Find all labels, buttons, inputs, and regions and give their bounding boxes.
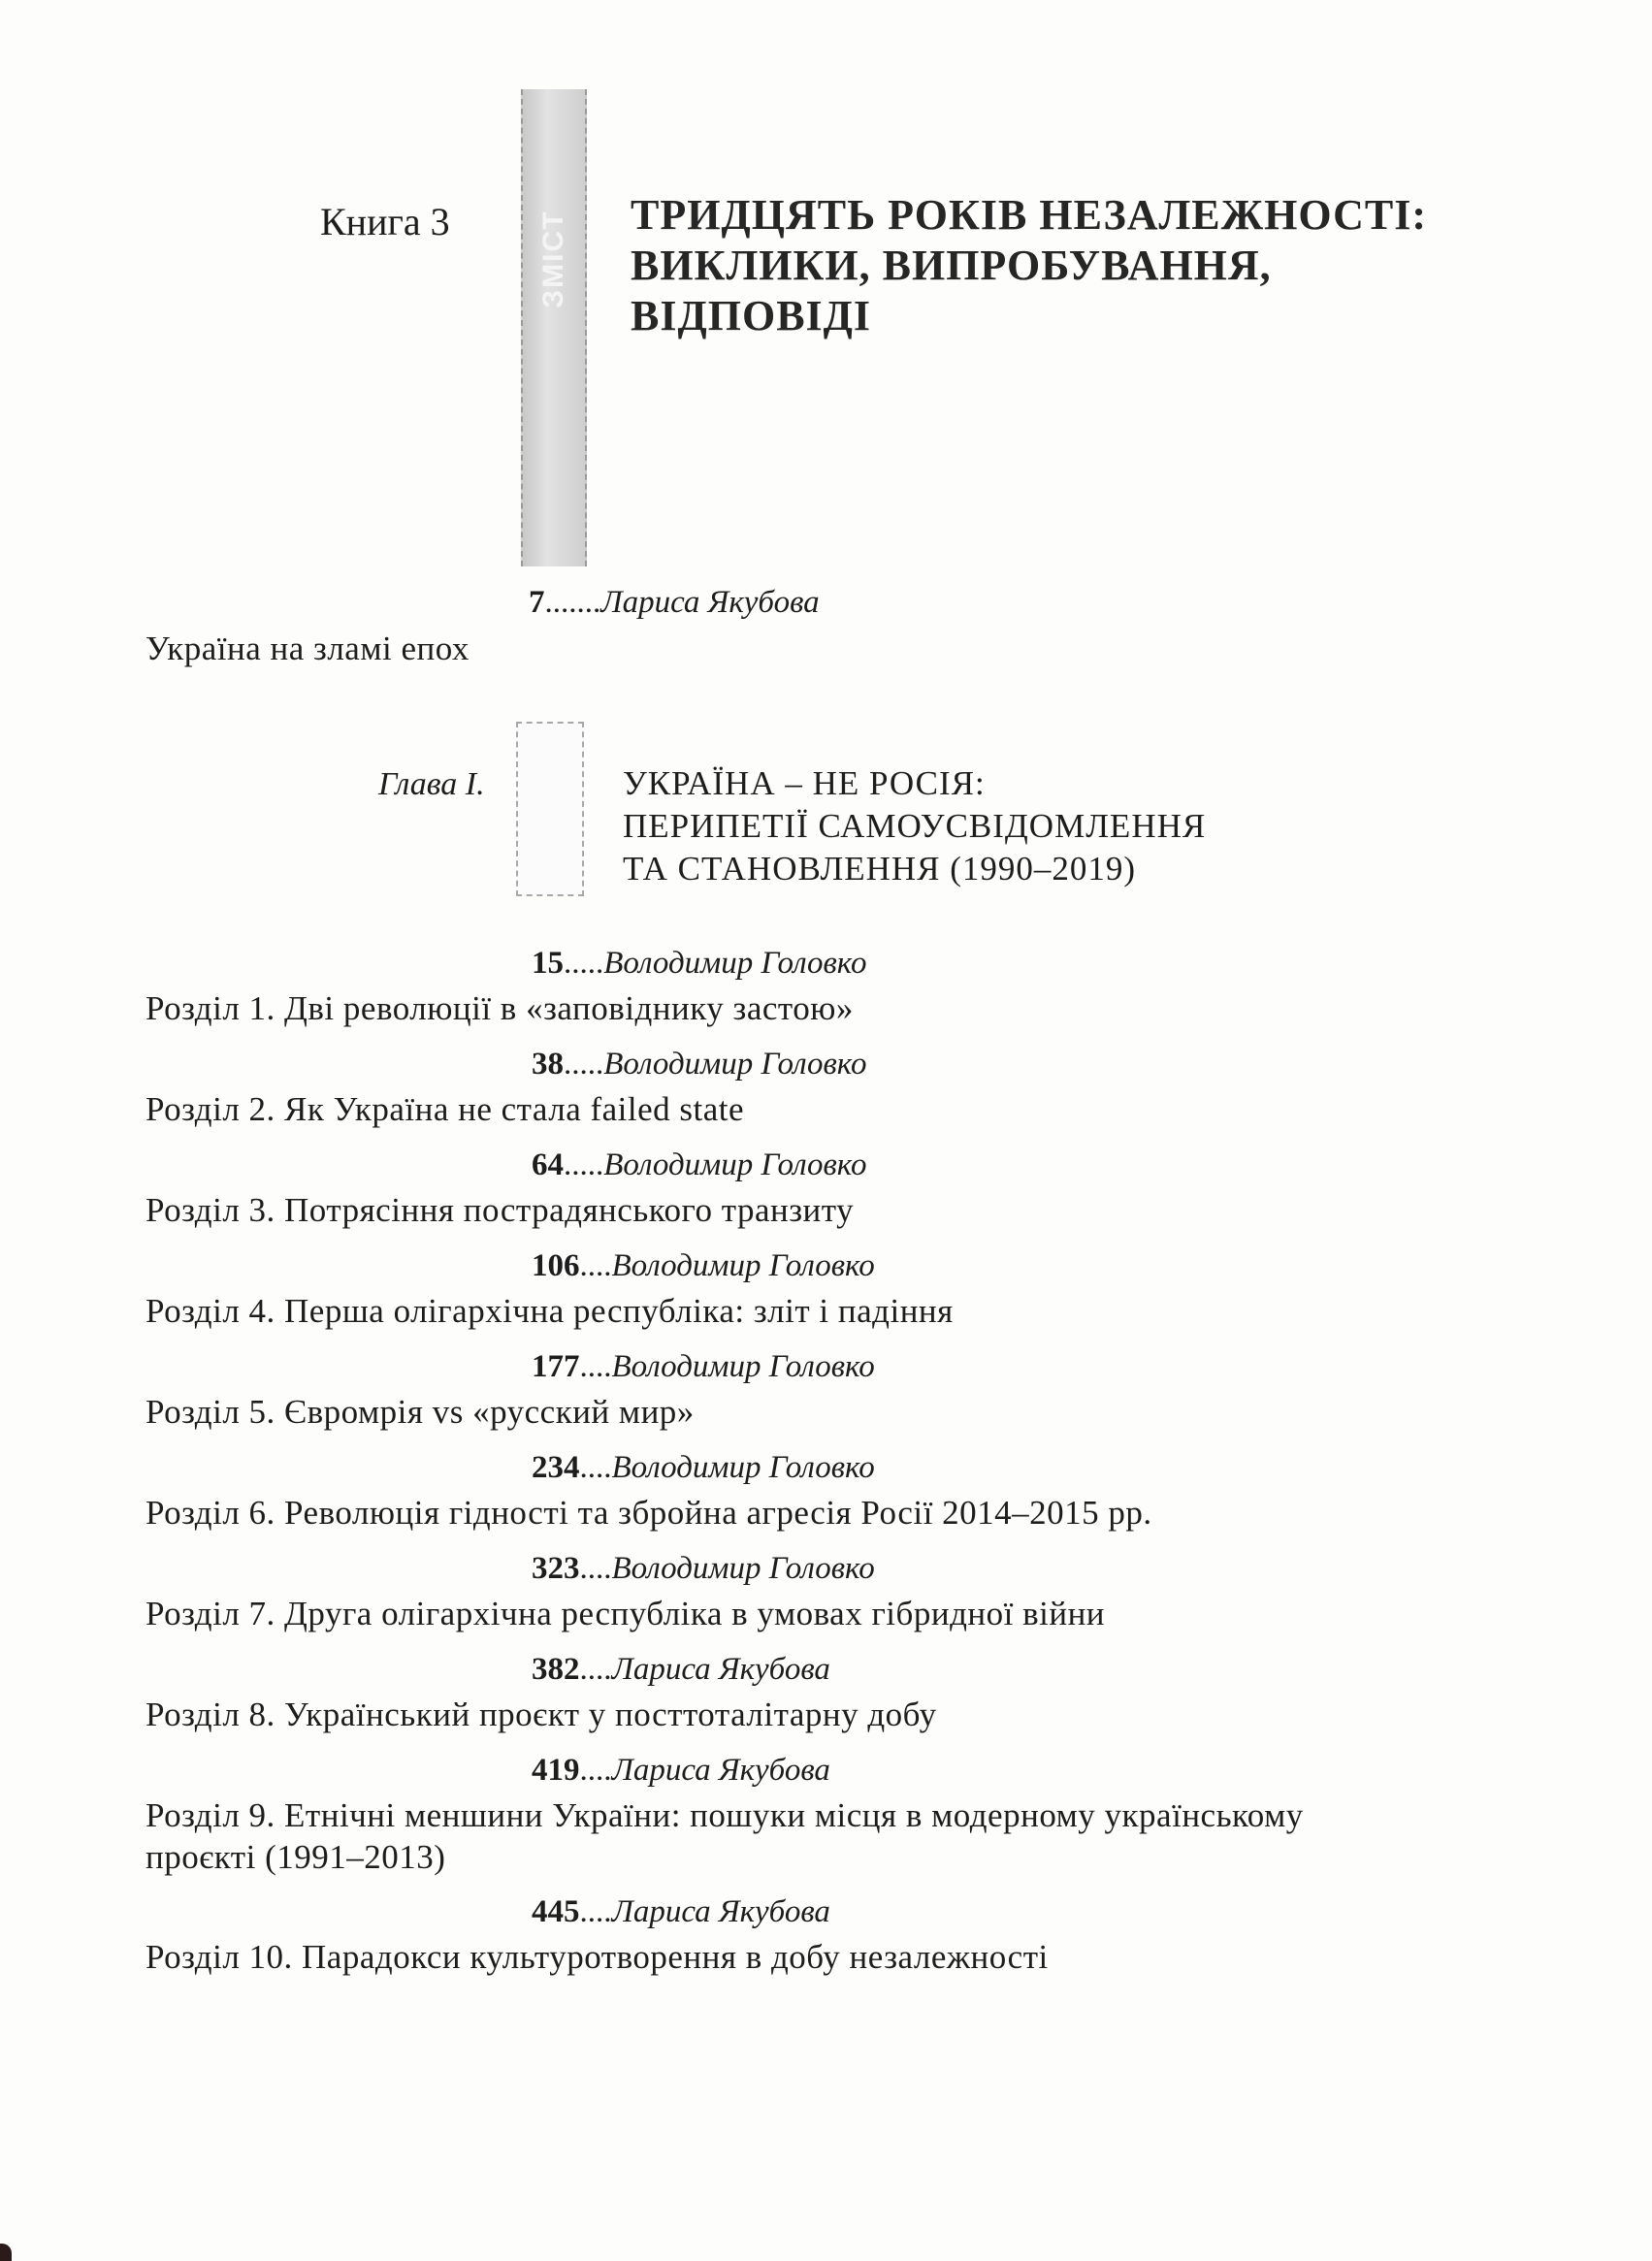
page-number: 382 [532, 1652, 580, 1687]
section-ref [532, 1248, 875, 1284]
leader-dots: ..... [564, 1147, 604, 1182]
author-name: Володимир Головко [611, 1450, 875, 1485]
book-label: Книга 3 [320, 200, 450, 243]
page-number: 15 [532, 946, 564, 981]
section-title: Розділ 9. Етнічні меншини України: пошуки місця в модерному українському [146, 1796, 1304, 1834]
leader-dots: ..... [564, 1047, 604, 1082]
section-title: Розділ 5. Євромрія vs «русский мир» [146, 1393, 695, 1431]
leader-dots: .... [579, 1551, 612, 1586]
leader-dots: ....... [544, 585, 601, 620]
author-name: Володимир Головко [603, 946, 867, 981]
intro-title: Україна на зламі епох [146, 630, 470, 667]
author-name: Володимир Головко [611, 1248, 875, 1283]
author-name: Володимир Головко [611, 1349, 875, 1384]
section-title: Розділ 10. Парадокси культуротворення в добу незалежності [146, 1938, 1049, 1976]
leader-dots: .... [579, 1349, 612, 1384]
page-number: 106 [532, 1248, 580, 1283]
section-title: Розділ 1. Дві революції в «заповіднику застою» [146, 989, 854, 1027]
book-title-line: ВІДПОВІДІ [631, 292, 872, 339]
author-name: Володимир Головко [611, 1551, 875, 1586]
section-ref [532, 1147, 867, 1183]
section-ref [532, 1753, 830, 1789]
author-name: Володимир Головко [603, 1047, 867, 1082]
page-corner-mark [0, 2244, 12, 2261]
author-name: Володимир Головко [603, 1147, 867, 1182]
section-title-continuation: проєкті (1991–2013) [146, 1838, 446, 1876]
leader-dots: .... [579, 1894, 612, 1929]
section-title: Розділ 3. Потрясіння пострадянського транзиту [146, 1191, 855, 1229]
contents-strip-label: ЗМІСТ [537, 210, 569, 308]
page-number: 323 [532, 1551, 580, 1586]
section-ref [532, 1047, 867, 1082]
leader-dots: ..... [564, 946, 604, 981]
section-title: Розділ 4. Перша олігархічна республіка: зліт і падіння [146, 1292, 954, 1330]
section-ref [532, 1551, 875, 1587]
chapter-title-line: УКРАЇНА – НЕ РОСІЯ: [623, 764, 986, 802]
leader-dots: .... [579, 1248, 612, 1283]
contents-strip [521, 89, 587, 566]
author-name: Лариса Якубова [600, 585, 820, 620]
section-ref [532, 1349, 875, 1385]
page-number: 234 [532, 1450, 580, 1485]
chapter-title-line: ТА СТАНОВЛЕННЯ (1990–2019) [623, 850, 1137, 888]
section-ref [532, 1894, 830, 1930]
author-name: Лариса Якубова [611, 1894, 830, 1929]
page-number: 419 [532, 1753, 580, 1788]
section-title: Розділ 6. Революція гідності та збройна агресія Росії 2014–2015 рр. [146, 1494, 1152, 1532]
page-number: 177 [532, 1349, 580, 1384]
book-title-line: ТРИДЦЯТЬ РОКІВ НЕЗАЛЕЖНОСТІ: [631, 191, 1428, 239]
section-title: Розділ 2. Як Україна не стала failed state [146, 1090, 745, 1128]
author-name: Лариса Якубова [611, 1753, 830, 1788]
book-title [631, 190, 1562, 341]
chapter-label: Глава І. [378, 766, 485, 802]
page-number: 7 [529, 585, 545, 620]
chapter-title [623, 762, 1593, 890]
section-title: Розділ 7. Друга олігархічна республіка в умовах гібридної війни [146, 1595, 1106, 1632]
page-number: 64 [532, 1147, 564, 1182]
intro-ref [529, 585, 820, 621]
chapter-strip [516, 722, 584, 896]
author-name: Лариса Якубова [611, 1652, 830, 1687]
section-title: Розділ 8. Український проєкт у посттоталітарну добу [146, 1696, 937, 1733]
section-ref [532, 1450, 875, 1486]
page-number: 445 [532, 1894, 580, 1929]
leader-dots: .... [579, 1450, 612, 1485]
book-title-line: ВИКЛИКИ, ВИПРОБУВАННЯ, [631, 242, 1272, 289]
chapter-title-line: ПЕРИПЕТІЇ САМОУСВІДОМЛЕННЯ [623, 807, 1207, 845]
page-number: 38 [532, 1047, 564, 1082]
leader-dots: .... [579, 1652, 612, 1687]
leader-dots: .... [579, 1753, 612, 1788]
section-ref [532, 1652, 830, 1688]
section-ref [532, 946, 867, 982]
